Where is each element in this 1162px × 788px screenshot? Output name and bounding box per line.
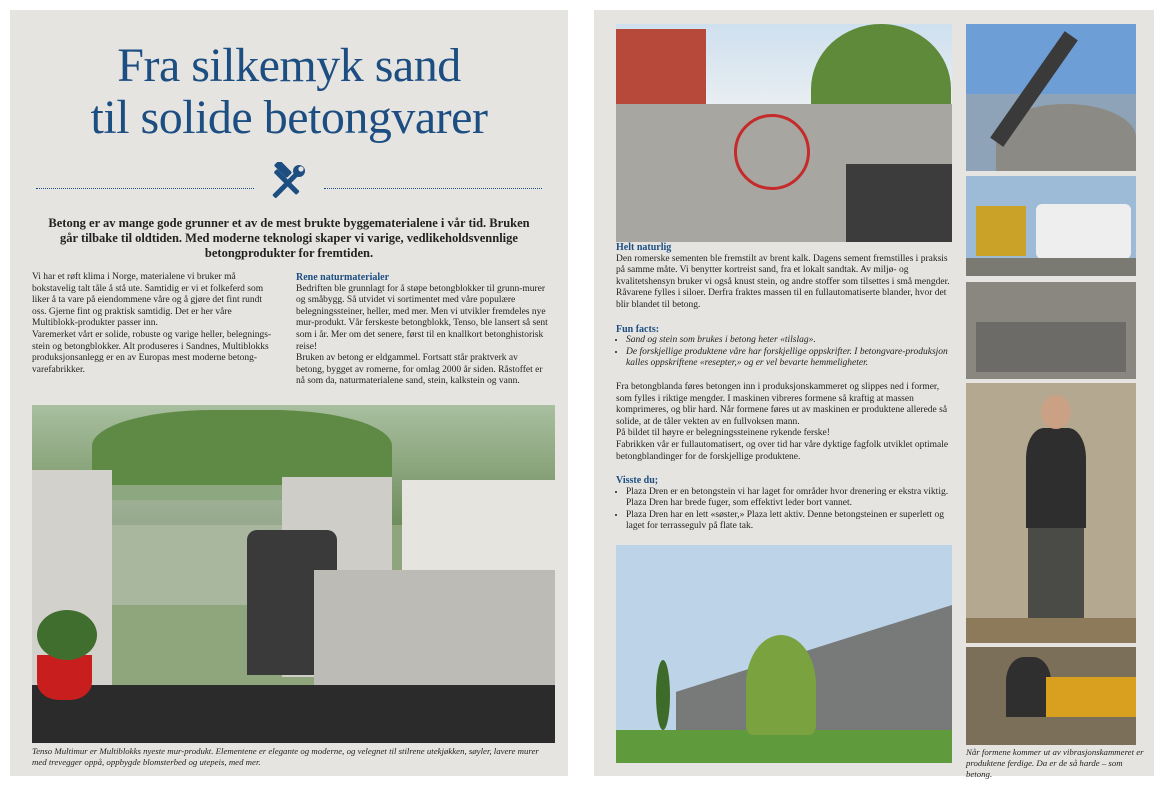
col2-paragraph-1: Bedriften ble grunnlagt for å støpe betongblokker til grunn-murer og småbygg. Så utvidet vi sortimentet med våre populære belegningssteiner, heller, med mer. Men vi utvikler fremdeles nye mur-produkt. Vår ferskeste betongblokk, Tenso, ble lansert så sent som i år. Mer om det senere, først til en knallkort betonghistorisk reise! [296,283,548,352]
worker-photo [966,383,1136,643]
title-line-2: til solide betongvarer [90,91,488,144]
col2-paragraph-2: Bruken av betong er eldgammel. Fortsatt står praktverk av betong, bygget av romerne, for omlag 2000 år siden. Råstoffet er nå som da, naturmaterialene sand, stein, kalkstein og vann. [296,353,543,387]
title-line-1: Fra silkemyk sand [117,39,461,92]
col1-paragraph-2: Varemerket vårt er solide, robuste og varige heller, belegnings-stein og betongblokker. Alt produseres i Sandnes, Multiblokks produksjonsanlegg er en av Europas mest moderne betong-varefabrikker. [32,329,272,375]
kitchen-caption: Tenso Multimur er Multiblokks nyeste mur-produkt. Elementene er elegante og moderne, og velegnet til stilrene utekjøkken, søyler, lavere murer med trevegger oppå, oppbygde blomsterbed og utepeis, med mer. [32,746,539,767]
retaining-wall-photo [616,545,952,763]
helt-naturlig-text: Den romerske sementen ble fremstilt av brent kalk. Dagens sement fremstilles i praksis på samme måte. Vi benytter kortreist sand, fra et lokalt sandtak. Av miljø- og kvalitetshensyn bruker vi også knust stein, og andre stoffer som tilsettes i små mengder. Råvarene fylles i siloer. Derfra fraktes massen til en fullautomatiserte blander, hvor det blir blandet til betong. [616,253,950,310]
outdoor-kitchen-photo [32,405,555,743]
intro-paragraph: Betong er av mange gode grunner et av de mest brukte byggematerialene i vår tid. Bruken går tilbake til oldtiden. Med moderne teknologi skaper vi varige, vedlikeholdsvennlige betongprodukter for fremtiden. [48,216,530,260]
hammer-wrench-icon [266,162,308,204]
production-paragraph-2: På bildet til høyre er belegningssteinene rykende ferske! [616,428,830,439]
patio-photo [616,24,952,242]
fun-fact-item: • Sand og stein som brukes i betong heter «tilslag». [626,335,952,347]
truck-loader-photo [966,176,1136,276]
rene-naturmaterialer-heading: Rene naturmaterialer [296,272,390,283]
factory-caption: Når formene kommer ut av vibrasjonskammeret er produktene ferdige. Da er de så harde – som betong. [966,747,1144,779]
page-title [10,40,568,144]
fun-facts-heading: Fun facts: [616,323,660,335]
production-line-photo [966,282,1136,379]
left-column-2 [296,272,548,388]
fun-facts-list [616,335,952,370]
visste-du-heading: Visste du; [616,475,659,487]
right-text-column [616,242,952,533]
col1-paragraph-1: Vi har et røft klima i Norge, materialene vi bruker må bokstavelig talt tåle å stå ute. Samtidig er vi et folkeferd som liker å ta vare på eiendommene våre og å gjøre det fint rundt oss. Gjerne fint og praktisk samtidig. Det er her våre Multiblokk-produkter passer inn. [32,272,264,329]
divider-left [36,188,254,189]
production-paragraph-3: Fabrikken vår er fullautomatisert, og over tid har våre dyktige fagfolk utviklet optimale betongblandinger for de forskjellige produktene. [616,439,949,462]
left-page [10,10,568,776]
visste-du-item: • Plaza Dren er en betongstein vi har laget for områder hvor drenering er ekstra viktig. Plaza Dren har brede fuger, som effektivt leder bort vannet. [626,487,952,510]
visste-du-item: • Plaza Dren har en lett «søster,» Plaza lett aktiv. Denne betongsteinen er superlett og laget for terrassegulv på flate tak. [626,510,952,533]
divider-right [324,188,542,189]
visste-du-list [616,487,952,533]
machine-operator-photo [966,647,1136,745]
gravel-conveyor-photo [966,24,1136,171]
left-column-1 [32,272,277,376]
right-page [594,10,1154,779]
production-paragraph-1: Fra betongblanda føres betongen inn i produksjonskammeret og slippes ned i former, som fylles i riktige mengder. I maskinen vibreres formene så kraftig at massen komprimeres, og blir hard. Når formene føres ut av maskinen er produktene allerede så solide, at de tåler vekten av en fullvoksen mann. [616,381,948,427]
helt-naturlig-heading: Helt naturlig [616,242,672,253]
fun-fact-item: • De forskjellige produktene våre har forskjellige oppskrifter. I betongvare-produksjon kalles oppskriftene «resepter,» og er vel bevarte hemmeligheter. [626,347,952,370]
